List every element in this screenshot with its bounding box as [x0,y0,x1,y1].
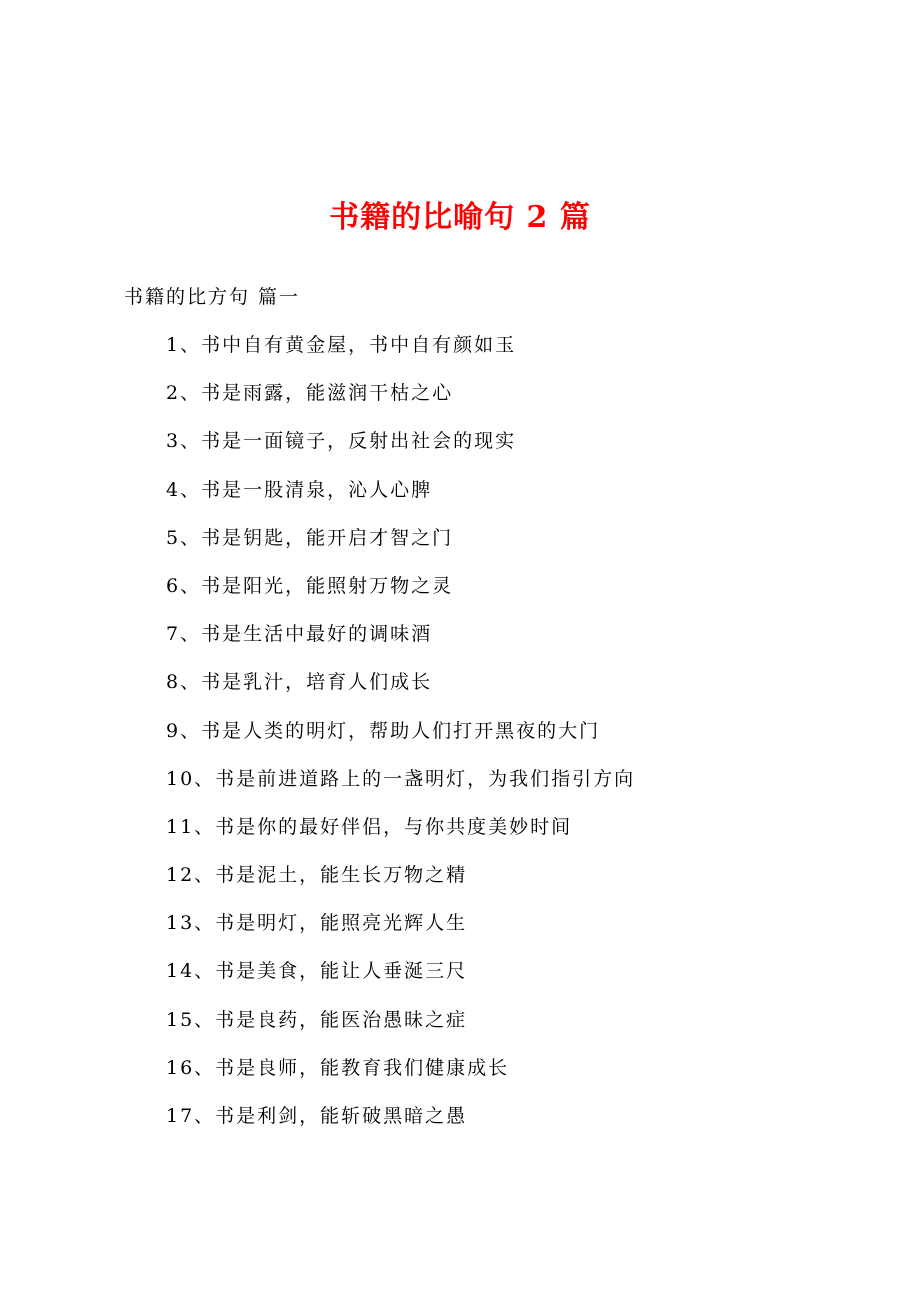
list-item: 13、书是明灯，能照亮光辉人生 [166,912,468,935]
list-item: 14、书是美食，能让人垂涎三尺 [166,960,468,983]
list-item: 10、书是前进道路上的一盏明灯，为我们指引方向 [166,767,636,790]
list-item: 12、书是泥土，能生长万物之精 [166,864,468,887]
list-item: 16、书是良师，能教育我们健康成长 [166,1056,510,1079]
list-item: 1、书中自有黄金屋，书中自有颜如玉 [166,334,517,356]
list-item: 6、书是阳光，能照射万物之灵 [166,574,454,597]
list-item: 2、书是雨露，能滋润干枯之心 [166,382,454,405]
list-item: 8、书是乳汁，培育人们成长 [166,671,433,694]
section-heading: 书籍的比方句 篇一 [124,286,301,308]
list-item: 9、书是人类的明灯，帮助人们打开黑夜的大门 [166,719,601,742]
list-item: 5、书是钥匙，能开启才智之门 [166,526,454,549]
list-item: 3、书是一面镜子，反射出社会的现实 [166,430,517,453]
list-item: 7、书是生活中最好的调味酒 [166,623,433,646]
list-item: 4、书是一股清泉，沁人心脾 [166,478,433,501]
document-title: 书籍的比喻句 2 篇 [329,200,591,235]
list-item: 17、书是利剑，能斩破黑暗之愚 [166,1105,468,1127]
list-item: 11、书是你的最好伴侣，与你共度美妙时间 [166,815,573,838]
list-item: 15、书是良药，能医治愚昧之症 [166,1008,468,1031]
simile-list [166,331,635,1150]
